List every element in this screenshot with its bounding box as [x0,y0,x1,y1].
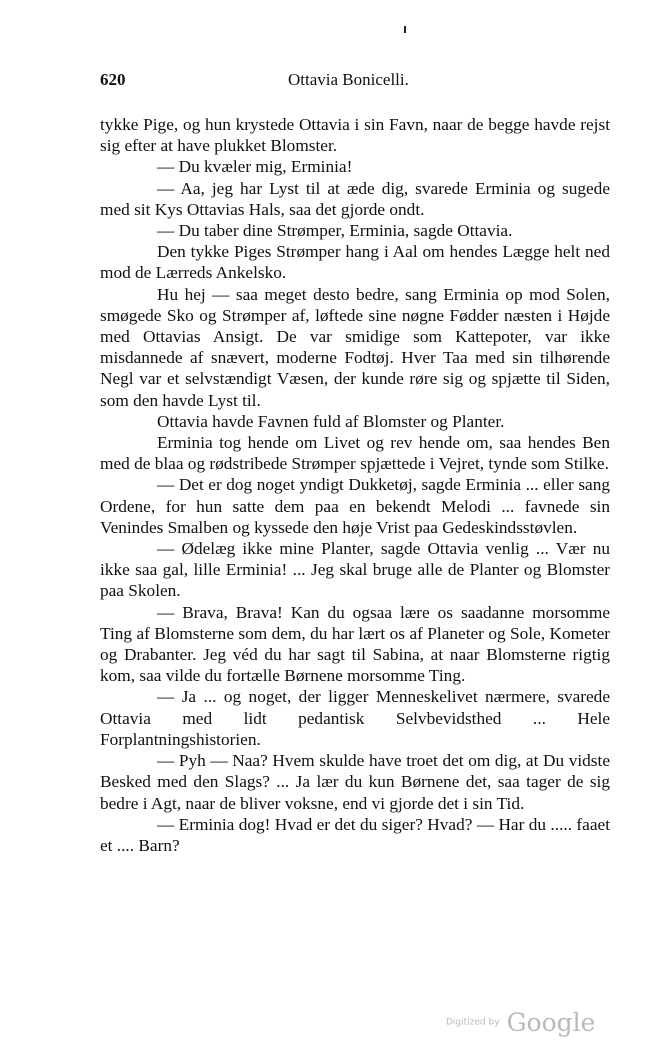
page-number: 620 [100,70,126,89]
ink-speck [404,26,406,33]
paragraph: — Det er dog noget yndigt Dukketøj, sagde Erminia ... eller sang Ordene, for hun satte dem paa en bekendt Melodi ... favnede sin Venindes Smalben og kyssede den høje Vrist paa Gedeskindsstøvlen. [100,475,610,537]
paragraph: Erminia tog hende om Livet og rev hende om, saa hendes Ben med de blaa og rødstribede Strømper spjættede i Vejret, tynde som Stilke. [100,433,610,474]
body-text [100,114,610,856]
paragraph: — Ja ... og noget, der ligger Menneskelivet nærmere, svarede Ottavia med lidt pedantisk Selvbevidsthed ... Hele Forplantningshistorien. [100,687,610,749]
paragraph: — Pyh — Naa? Hvem skulde have troet det om dig, at Du vidste Besked med den Slags? ... Ja lær du kun Børnene det, saa tager de sig bedre i Agt, naar de bliver voksne, end vi gjorde det i sin Tid. [100,751,610,813]
paragraph: — Aa, jeg har Lyst til at æde dig, svarede Erminia og sugede med sit Kys Ottavias Hals, saa det gjorde ondt. [100,178,610,219]
paragraph: Ottavia havde Favnen fuld af Blomster og Planter. [157,411,505,431]
paragraph: — Du taber dine Strømper, Erminia, sagde Ottavia. [157,221,513,241]
paragraph: tykke Pige, og hun krystede Ottavia i sin Favn, naar de begge havde rejst sig efter at have plukket Blomster. [100,115,610,156]
paragraph: — Du kvæler mig, Erminia! [157,157,353,177]
digitized-watermark [446,1008,595,1044]
page-header [100,70,610,94]
running-head: Ottavia Bonicelli. [288,70,409,89]
paragraph: — Brava, Brava! Kan du ogsaa lære os saadanne morsomme Ting af Blomsterne som dem, du har lært os af Planeter og Sole, Kometer og Drabanter. Jeg véd du har sagt til Sabina, at naar Blomsterne rigtig kom, saa vilde du fortælle Børnene morsomme Ting. [100,602,610,686]
paragraph: Hu hej — saa meget desto bedre, sang Erminia op mod Solen, smøgede Sko og Strømper af, løftede sine nøgne Fødder næsten i Højde med Ottavias Ansigt. De var smidige som Kattepoter, var ikke misdannede af snævert, moderne Fodtøj. Hver Taa med sin tilhørende Negl var et selvstændigt Væsen, der kunde røre sig og spjætte til Siden, som den havde Lyst til. [100,284,610,410]
paragraph: — Erminia dog! Hvad er det du siger? Hvad? — Har du ..... faaet et .... Barn? [100,814,610,855]
digitized-label: Digitized by [446,1017,500,1028]
google-logo: Google [506,1008,596,1037]
paragraph: — Ødelæg ikke mine Planter, sagde Ottavia venlig ... Vær nu ikke saa gal, lille Erminia! ... Jeg skal bruge alle de Planter og Blomster paa Skolen. [100,539,610,601]
paragraph: Den tykke Piges Strømper hang i Aal om hendes Lægge helt ned mod de Lærreds Ankelsko. [100,242,610,283]
